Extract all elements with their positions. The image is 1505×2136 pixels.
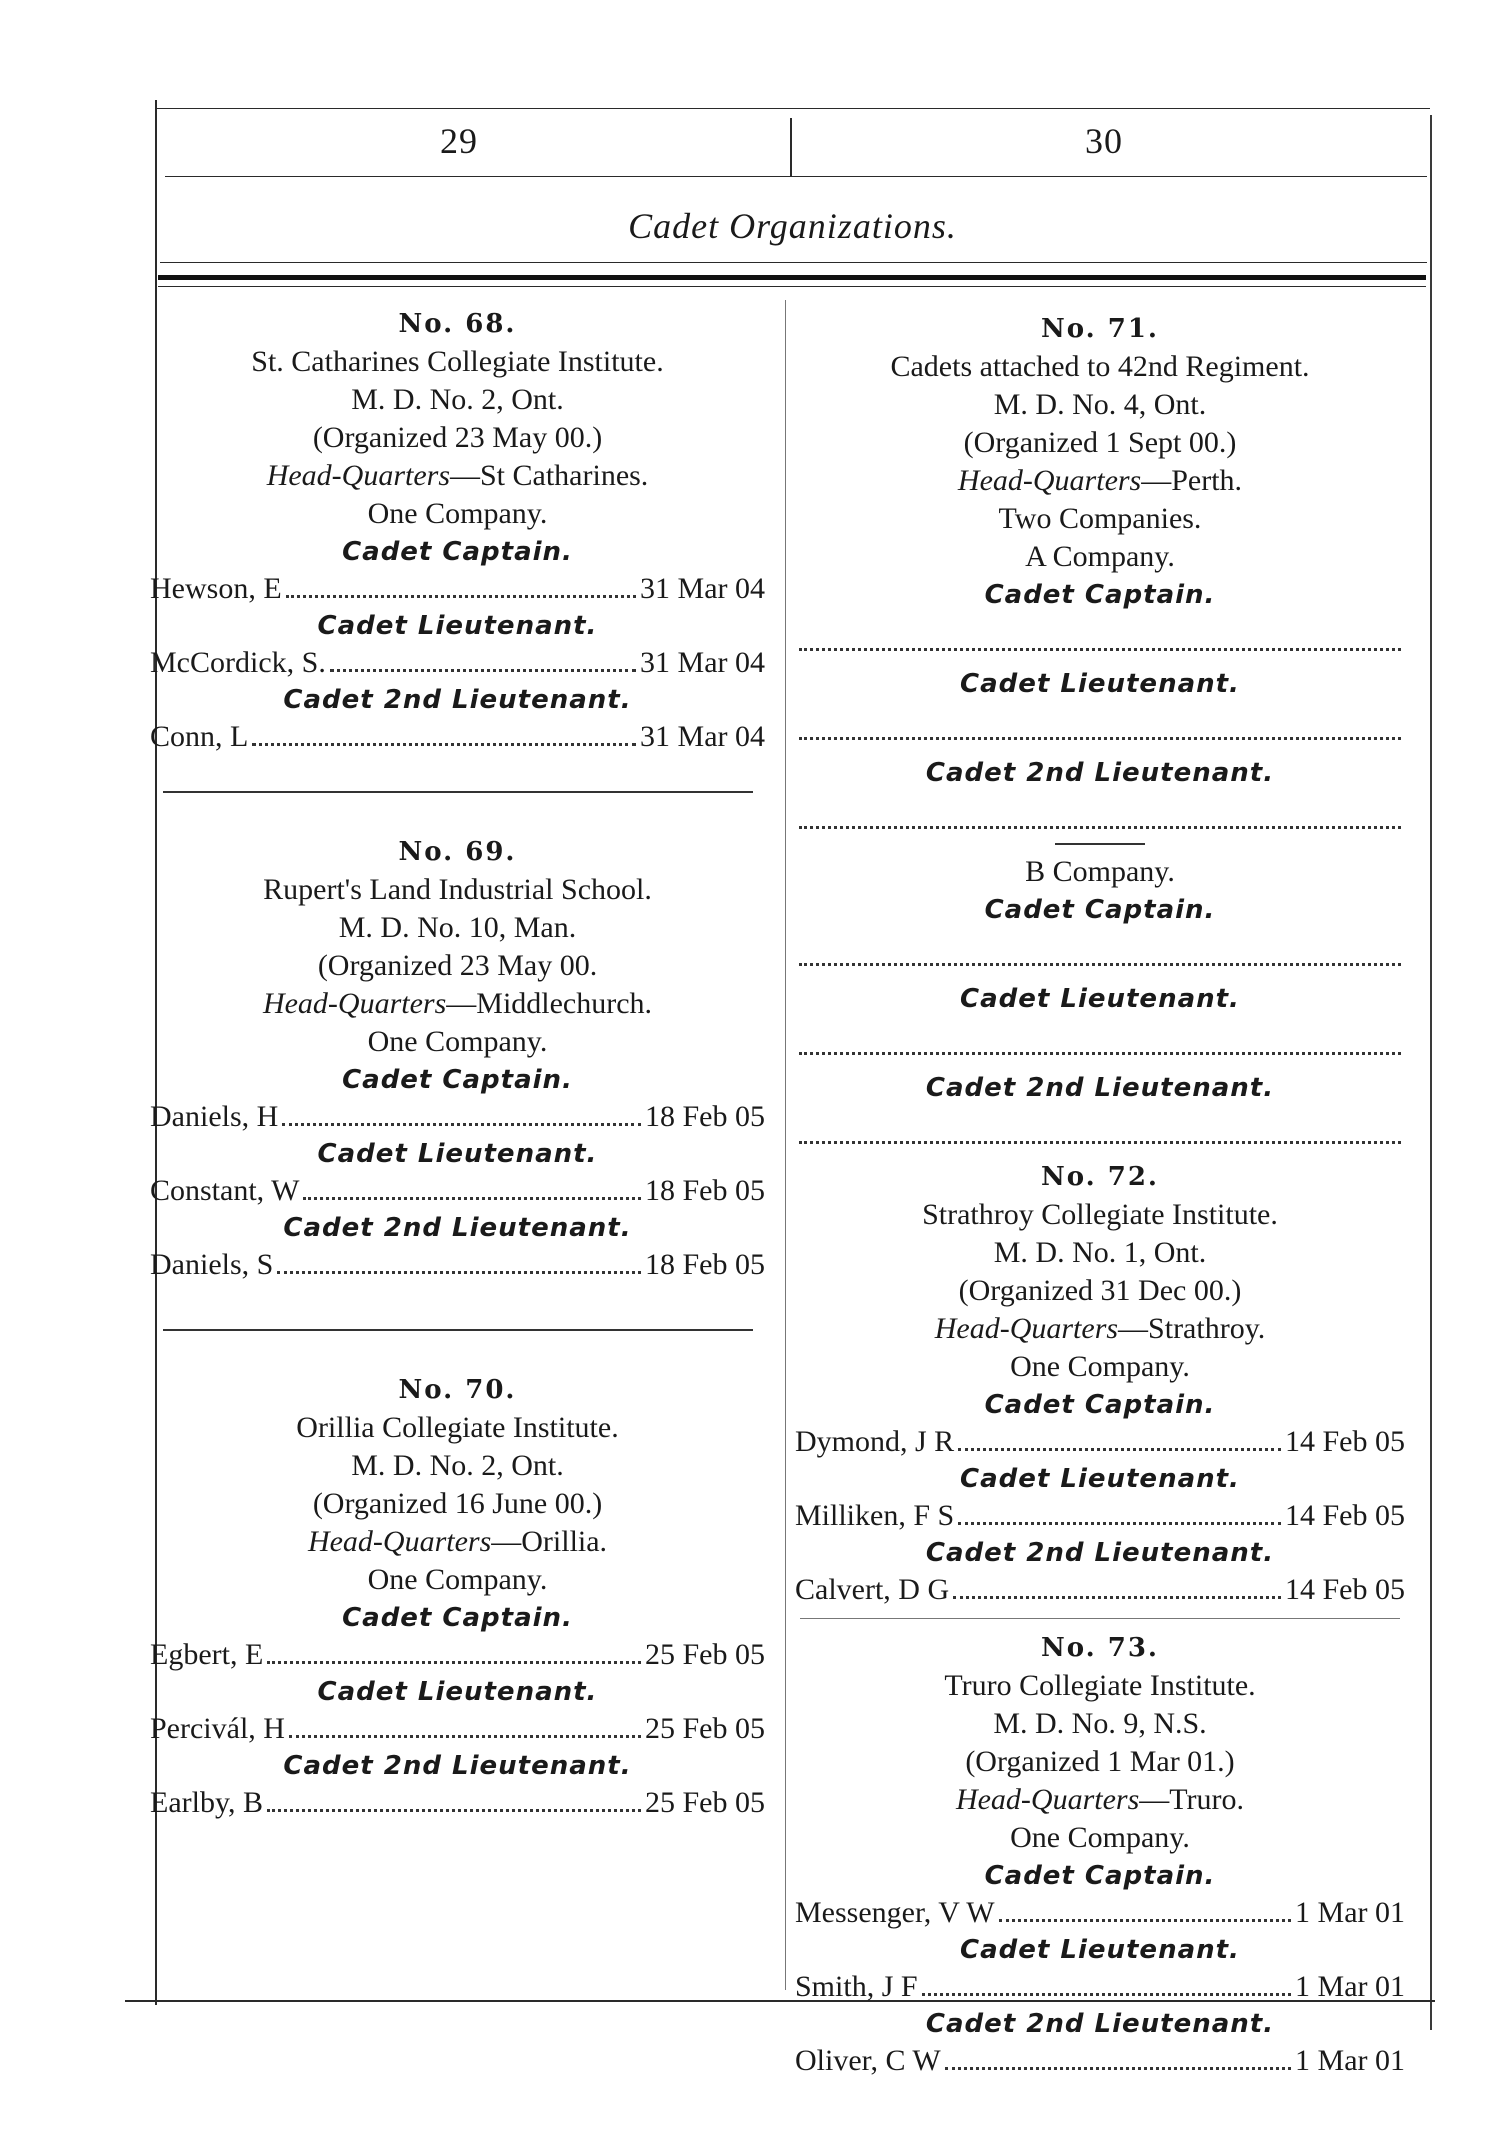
- unit-number: No. 70.: [398, 1375, 517, 1405]
- company-separator: [1055, 843, 1145, 845]
- organized-date: (Organized 1 Mar 01.): [965, 1745, 1235, 1778]
- rank-heading: Cadet Captain.: [342, 537, 573, 567]
- section-separator: [800, 1618, 1400, 1619]
- rank-heading: Cadet Captain.: [984, 580, 1216, 610]
- rank-heading: Cadet Lieutenant.: [960, 669, 1240, 699]
- unit-no-68: [150, 305, 765, 755]
- rank-heading: Cadet Captain.: [342, 1065, 573, 1095]
- appointment-date: 31 Mar 04: [640, 646, 765, 679]
- hq-label: Head-Quarters: [266, 459, 450, 492]
- military-district: M. D. No. 9, N.S.: [993, 1707, 1207, 1740]
- appointment-date: 18 Feb 05: [645, 1174, 765, 1207]
- company-b-heading: B Company.: [1025, 855, 1175, 888]
- officer-name: Egbert, E: [150, 1638, 264, 1671]
- appointment-date: 25 Feb 05: [645, 1712, 765, 1745]
- hq-label: Head-Quarters: [957, 464, 1142, 497]
- section-separator: [163, 1329, 753, 1331]
- leader-dots: [999, 1919, 1291, 1922]
- vacant-entry: [799, 1107, 1401, 1144]
- headquarters: [795, 1310, 1405, 1348]
- officer-entry: [795, 1895, 1405, 1931]
- left-page-number: 29: [440, 121, 478, 161]
- officer-entry: [795, 1572, 1405, 1608]
- appointment-date: 31 Mar 04: [640, 572, 765, 605]
- appointment-date: 31 Mar 04: [640, 720, 765, 753]
- officer-entry: [150, 1711, 765, 1747]
- unit-no-71: [795, 310, 1405, 1144]
- rank-heading: Cadet Captain.: [984, 1390, 1216, 1420]
- hq-label: Head-Quarters: [934, 1312, 1119, 1345]
- unit-number: No. 73.: [1041, 1633, 1159, 1663]
- headquarters: [150, 1523, 765, 1561]
- rank-heading: Cadet 2nd Lieutenant.: [925, 2009, 1275, 2039]
- appointment-date: 18 Feb 05: [645, 1248, 765, 1281]
- officer-name: Oliver, C W: [795, 2044, 941, 2077]
- leader-dots: [958, 1448, 1281, 1451]
- headquarters: [150, 457, 765, 495]
- military-district: M. D. No. 4, Ont.: [993, 388, 1207, 421]
- companies-count: One Company.: [367, 1563, 548, 1596]
- military-district: M. D. No. 2, Ont.: [351, 383, 564, 416]
- officer-entry: [150, 1099, 765, 1135]
- company-a-heading: A Company.: [1025, 540, 1175, 573]
- unit-number: No. 72.: [1041, 1162, 1159, 1192]
- unit-name: Orillia Collegiate Institute.: [296, 1411, 619, 1444]
- appointment-date: 1 Mar 01: [1295, 1970, 1405, 2003]
- top-rule: [155, 108, 1430, 109]
- officer-entry: [150, 1785, 765, 1821]
- officer-entry: [150, 1247, 765, 1283]
- leader-dots: [289, 1735, 641, 1738]
- title-rule-thick: [158, 275, 1426, 280]
- appointment-date: 25 Feb 05: [645, 1786, 765, 1819]
- officer-name: Constant, W: [150, 1174, 300, 1207]
- title-rule-under: [158, 286, 1426, 287]
- rank-heading: Cadet Captain.: [984, 895, 1216, 925]
- rank-heading: Cadet Lieutenant.: [960, 1935, 1240, 1965]
- organized-date: (Organized 23 May 00.: [317, 949, 598, 982]
- leader-dots: [922, 1993, 1291, 1996]
- running-title: Cadet Organizations.: [628, 206, 957, 246]
- officer-name: Conn, L: [150, 720, 249, 753]
- officer-name: McCordick, S.: [150, 646, 326, 679]
- unit-no-69: [150, 833, 765, 1283]
- rank-heading: Cadet Captain.: [984, 1861, 1216, 1891]
- organized-date: (Organized 31 Dec 00.): [958, 1274, 1242, 1307]
- appointment-date: 18 Feb 05: [645, 1100, 765, 1133]
- headquarters: [795, 462, 1405, 500]
- military-district: M. D. No. 2, Ont.: [351, 1449, 564, 1482]
- hq-place: —Perth.: [1141, 464, 1243, 497]
- appointment-date: 25 Feb 05: [645, 1638, 765, 1671]
- left-column: [150, 305, 765, 1821]
- leader-dots: [282, 1123, 641, 1126]
- hq-label: Head-Quarters: [955, 1783, 1140, 1816]
- right-column: [795, 310, 1405, 2079]
- officer-name: Calvert, D G: [795, 1573, 950, 1606]
- rank-heading: Cadet 2nd Lieutenant.: [925, 758, 1275, 788]
- leader-dots: [277, 1271, 641, 1274]
- appointment-date: 14 Feb 05: [1285, 1425, 1405, 1458]
- headquarters: [795, 1781, 1405, 1819]
- section-separator: [163, 791, 753, 793]
- unit-name: St. Catharines Collegiate Institute.: [251, 345, 664, 378]
- leader-dots: [252, 743, 636, 746]
- leader-dots: [267, 1661, 641, 1664]
- officer-entry: [795, 1498, 1405, 1534]
- rank-heading: Cadet Lieutenant.: [317, 1677, 598, 1707]
- leader-dots: [330, 669, 636, 672]
- leader-dots: [286, 595, 636, 598]
- hq-place: —Middlechurch.: [446, 987, 653, 1020]
- officer-entry: [795, 1969, 1405, 2005]
- leader-dots: [953, 1596, 1281, 1599]
- companies-count: One Company.: [367, 497, 548, 530]
- title-rule-thin: [160, 262, 1427, 263]
- unit-name: Cadets attached to 42nd Regiment.: [890, 350, 1310, 383]
- hq-place: —Truro.: [1139, 1783, 1245, 1816]
- officer-name: Messenger, V W: [795, 1896, 995, 1929]
- companies-count: One Company.: [1010, 1350, 1190, 1383]
- vacant-entry: [799, 792, 1401, 829]
- header-rule: [165, 176, 1427, 177]
- companies-count: Two Companies.: [998, 502, 1202, 535]
- officer-entry: [795, 1424, 1405, 1460]
- appointment-date: 1 Mar 01: [1295, 2044, 1405, 2077]
- rank-heading: Cadet Lieutenant.: [317, 611, 598, 641]
- leader-dots: [267, 1809, 641, 1812]
- appointment-date: 1 Mar 01: [1295, 1896, 1405, 1929]
- unit-name: Rupert's Land Industrial School.: [263, 873, 652, 906]
- officer-name: Smith, J F: [795, 1970, 918, 2003]
- officer-entry: [150, 571, 765, 607]
- unit-no-70: [150, 1371, 765, 1821]
- officer-entry: [150, 1173, 765, 1209]
- hq-place: —St Catharines.: [450, 459, 649, 492]
- hq-label: Head-Quarters: [307, 1525, 492, 1558]
- officer-entry: [150, 645, 765, 681]
- organized-date: (Organized 1 Sept 00.): [963, 426, 1237, 459]
- military-district: M. D. No. 1, Ont.: [993, 1236, 1207, 1269]
- rank-heading: Cadet Lieutenant.: [960, 984, 1240, 1014]
- officer-name: Milliken, F S: [795, 1499, 955, 1532]
- rank-heading: Cadet Lieutenant.: [317, 1139, 598, 1169]
- appointment-date: 14 Feb 05: [1285, 1499, 1405, 1532]
- page-frame-right: [1430, 115, 1432, 2030]
- unit-number: No. 71.: [1041, 314, 1159, 344]
- unit-name: Strathroy Collegiate Institute.: [922, 1198, 1278, 1231]
- rank-heading: Cadet 2nd Lieutenant.: [283, 1751, 632, 1781]
- officer-entry: [150, 719, 765, 755]
- rank-heading: Cadet Lieutenant.: [960, 1464, 1240, 1494]
- vacant-entry: [799, 614, 1401, 651]
- rank-heading: Cadet 2nd Lieutenant.: [283, 685, 632, 715]
- unit-number: No. 68.: [398, 309, 517, 339]
- rank-heading: Cadet 2nd Lieutenant.: [925, 1538, 1275, 1568]
- appointment-date: 14 Feb 05: [1285, 1573, 1405, 1606]
- officer-entry: [795, 2043, 1405, 2079]
- organized-date: (Organized 23 May 00.): [312, 421, 603, 454]
- officer-name: Daniels, S: [150, 1248, 274, 1281]
- vacant-entry: [799, 1018, 1401, 1055]
- unit-no-72: [795, 1158, 1405, 1608]
- companies-count: One Company.: [367, 1025, 548, 1058]
- officer-entry: [150, 1637, 765, 1673]
- hq-place: —Strathroy.: [1118, 1312, 1266, 1345]
- military-district: M. D. No. 10, Man.: [338, 911, 577, 944]
- right-page-number: 30: [1085, 121, 1123, 161]
- officer-name: Earlby, B: [150, 1786, 264, 1819]
- vacant-entry: [799, 929, 1401, 966]
- rank-heading: Cadet Captain.: [342, 1603, 573, 1633]
- rank-heading: Cadet 2nd Lieutenant.: [925, 1073, 1275, 1103]
- hq-place: —Orillia.: [491, 1525, 608, 1558]
- companies-count: One Company.: [1010, 1821, 1190, 1854]
- officer-name: Dymond, J R: [795, 1425, 955, 1458]
- officer-name: Hewson, E: [150, 572, 282, 605]
- officer-name: Daniels, H: [150, 1100, 279, 1133]
- leader-dots: [958, 1522, 1281, 1525]
- vacant-entry: [799, 703, 1401, 740]
- organized-date: (Organized 16 June 00.): [312, 1487, 603, 1520]
- rank-heading: Cadet 2nd Lieutenant.: [283, 1213, 632, 1243]
- column-divider: [785, 300, 786, 1990]
- unit-name: Truro Collegiate Institute.: [944, 1669, 1256, 1702]
- headquarters: [150, 985, 765, 1023]
- hq-label: Head-Quarters: [262, 987, 447, 1020]
- leader-dots: [303, 1197, 641, 1200]
- unit-number: No. 69.: [398, 837, 517, 867]
- officer-name: Percivál, H: [150, 1712, 285, 1745]
- unit-no-73: [795, 1629, 1405, 2079]
- page-number-divider: [790, 118, 792, 176]
- leader-dots: [945, 2067, 1291, 2070]
